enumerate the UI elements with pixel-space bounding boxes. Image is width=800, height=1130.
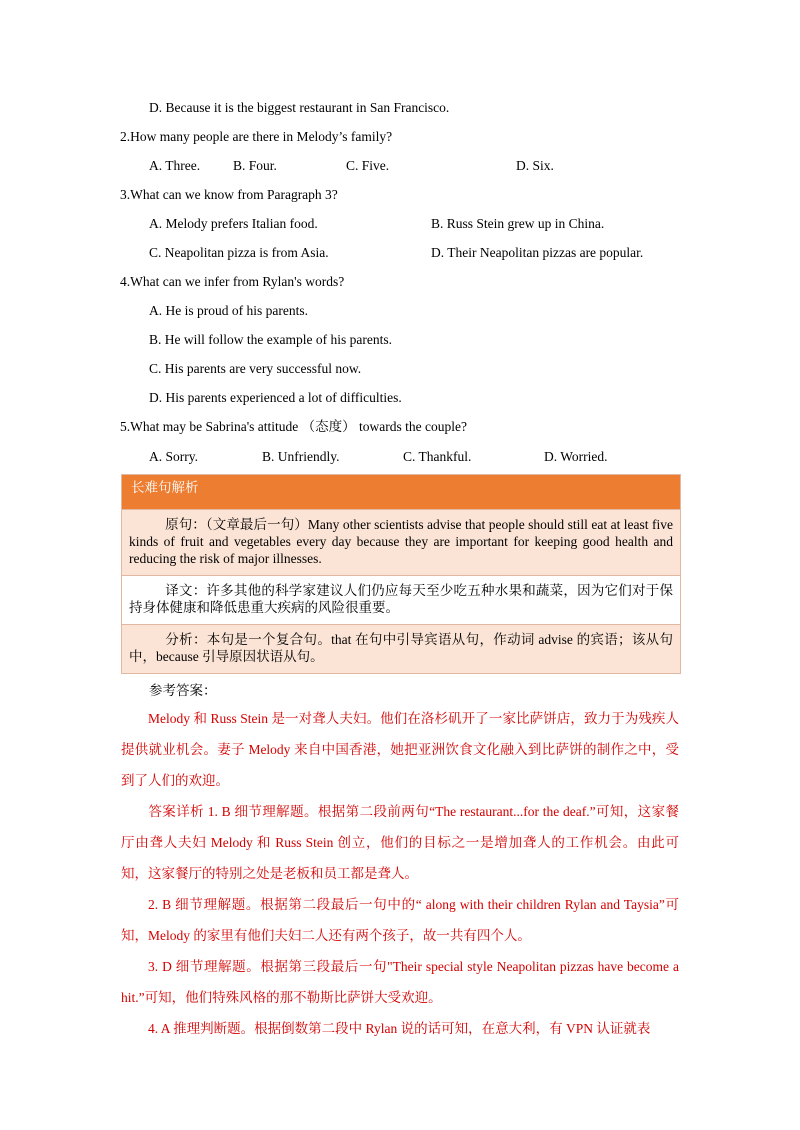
answer-3 [121, 951, 679, 1013]
original-sentence: 原句：（文章最后一句）Many other scientists advise that people should still eat at least five kinds of fruit and vegetables every day because they are important for keeping good health and reducing the risk of major illnesses. [129, 517, 673, 566]
q3-option-b: B. Russ Stein grew up in China. [431, 216, 605, 231]
q5-option-a: A. Sorry. [149, 449, 198, 464]
q2-option-a: A. Three. [149, 158, 201, 173]
answer-4-text: 4. A 推理判断题。根据倒数第二段中 Rylan 说的话可知，在意大利，有 VPN 认证就表 [148, 1021, 651, 1036]
q5-stem: 5.What may be Sabrina's attitude （态度） towards the couple? [120, 419, 467, 434]
q5-option-b: B. Unfriendly. [262, 449, 340, 464]
original-sentence-row [122, 509, 680, 575]
q5-option-d: D. Worried. [544, 449, 608, 464]
q3-stem: 3.What can we know from Paragraph 3? [120, 187, 338, 202]
q3-option-c: C. Neapolitan pizza is from Asia. [149, 245, 329, 260]
answer-1-text: 答案详析 1. B 细节理解题。根据第二段前两句“The restaurant...for the deaf.”可知，这家餐厅由聋人夫妇 Melody 和 Russ Stein 创立，他们的目标之一是增加聋人的工作机会。由此可知，这家餐厅的特别之处是老板和员工都是聋人。 [121, 804, 679, 881]
answers-heading: 参考答案： [149, 683, 217, 698]
q4-option-a: A. He is proud of his parents. [149, 303, 308, 318]
q5-option-c: C. Thankful. [403, 449, 472, 464]
q1-option-d: D. Because it is the biggest restaurant in San Francisco. [149, 100, 450, 115]
q2-option-c: C. Five. [346, 158, 390, 173]
q3-option-a: A. Melody prefers Italian food. [149, 216, 318, 231]
table-header: 长难句解析 [122, 475, 680, 509]
q3-option-d: D. Their Neapolitan pizzas are popular. [431, 245, 644, 260]
translation-row [122, 575, 680, 624]
answer-2 [121, 889, 679, 951]
analysis-row [122, 624, 680, 673]
answer-4 [121, 1013, 679, 1044]
analysis-text: 分析：本句是一个复合句。that 在句中引导宾语从句，作动词 advise 的宾语；该从句中，because 引导原因状语从句。 [129, 632, 673, 664]
q2-option-d: D. Six. [516, 158, 554, 173]
answer-3-text: 3. D 细节理解题。根据第三段最后一句"Their special style Neapolitan pizzas have become a hit.”可知，他们特殊风格的那不勒斯比萨饼大受欢迎。 [121, 959, 679, 1005]
q4-option-d: D. His parents experienced a lot of difficulties. [149, 390, 402, 405]
q2-option-b: B. Four. [233, 158, 277, 173]
translation-text: 译文：许多其他的科学家建议人们仍应每天至少吃五种水果和蔬菜，因为它们对于保持身体健康和降低患重大疾病的风险很重要。 [129, 583, 673, 615]
q4-stem: 4.What can we infer from Rylan's words? [120, 274, 345, 289]
q4-option-b: B. He will follow the example of his parents. [149, 332, 392, 347]
q4-option-c: C. His parents are very successful now. [149, 361, 362, 376]
answer-summary [121, 703, 679, 796]
sentence-analysis-table [121, 474, 681, 674]
answer-1 [121, 796, 679, 889]
answer-summary-text: Melody 和 Russ Stein 是一对聋人夫妇。他们在洛杉矶开了一家比萨饼店，致力于为残疾人提供就业机会。妻子 Melody 来自中国香港，她把亚洲饮食文化融入到比萨饼的制作之中，受到了人们的欢迎。 [121, 711, 679, 788]
q2-stem: 2.How many people are there in Melody’s family? [120, 129, 393, 144]
answer-2-text: 2. B 细节理解题。根据第二段最后一句中的“ along with their children Rylan and Taysia”可知，Melody 的家里有他们夫妇二人还有两个孩子，故一共有四个人。 [121, 897, 679, 943]
